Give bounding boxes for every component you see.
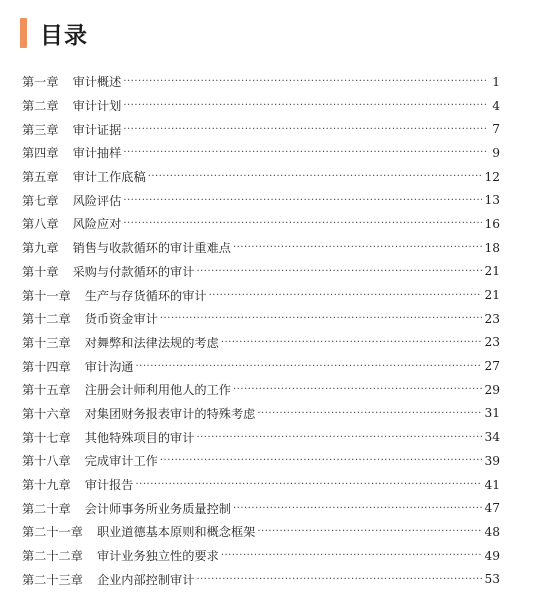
toc-chapter-number: 第十四章 <box>22 359 71 374</box>
toc-entry[interactable] <box>22 260 500 284</box>
toc-page-number: 23 <box>484 335 500 350</box>
toc-page-number: 13 <box>484 193 500 208</box>
toc-chapter-title: 审计沟通 <box>84 359 134 374</box>
toc-chapter-number: 第十章 <box>22 264 59 279</box>
toc-dot-leader <box>233 384 482 395</box>
toc-dot-leader <box>233 503 482 514</box>
toc-chapter-title: 审计证据 <box>72 122 122 137</box>
toc-chapter-title: 采购与付款循环的审计 <box>72 264 195 279</box>
toc-entry[interactable] <box>22 544 500 568</box>
toc-dot-leader <box>160 455 483 466</box>
toc-page-number: 29 <box>484 382 500 397</box>
toc-chapter-number: 第十六章 <box>22 406 71 421</box>
toc-page-number: 47 <box>484 501 500 516</box>
toc-chapter-title: 货币资金审计 <box>84 312 158 327</box>
toc-chapter-number: 第一章 <box>22 75 59 90</box>
toc-page-number: 12 <box>484 169 500 184</box>
toc-page-number: 53 <box>484 572 500 587</box>
toc-entry[interactable] <box>22 188 500 212</box>
toc-page-number: 23 <box>484 311 500 326</box>
toc-chapter-number: 第十五章 <box>22 383 71 398</box>
toc-page-number: 21 <box>484 288 500 303</box>
toc-chapter-number: 第七章 <box>22 193 59 208</box>
toc-entry[interactable] <box>22 212 500 236</box>
toc-entry[interactable] <box>22 425 500 449</box>
toc-page-number: 48 <box>484 524 500 539</box>
toc-entry[interactable] <box>22 567 500 591</box>
toc-chapter-title: 审计报告 <box>84 478 134 493</box>
toc-dot-leader <box>123 218 482 229</box>
toc-page-number: 18 <box>484 240 500 255</box>
toc-entry[interactable] <box>22 331 500 355</box>
toc-page-number: 31 <box>484 406 500 421</box>
toc-entry[interactable] <box>22 94 500 118</box>
toc-entry[interactable] <box>22 449 500 473</box>
toc-chapter-title: 审计计划 <box>72 99 122 114</box>
toc-entry[interactable] <box>22 236 500 260</box>
toc-page-number: 34 <box>484 430 500 445</box>
toc-chapter-number: 第十一章 <box>22 288 71 303</box>
toc-chapter-title: 风险评估 <box>72 193 122 208</box>
toc-chapter-title: 职业道德基本原则和概念框架 <box>96 525 256 540</box>
toc-page-number: 49 <box>484 548 500 563</box>
toc-chapter-title: 审计概述 <box>72 75 122 90</box>
toc-dot-leader <box>160 313 483 324</box>
toc-chapter-title: 其他特殊项目的审计 <box>84 430 195 445</box>
toc-chapter-number: 第五章 <box>22 170 59 185</box>
toc-entry[interactable] <box>22 354 500 378</box>
toc-page-number: 4 <box>492 98 500 113</box>
toc-dot-leader <box>123 76 486 87</box>
toc-chapter-title: 会计师事务所业务质量控制 <box>84 501 231 516</box>
toc-chapter-title: 企业内部控制审计 <box>96 572 195 587</box>
toc-page-number: 9 <box>492 145 500 160</box>
toc-chapter-number: 第二章 <box>22 99 59 114</box>
toc-dot-leader <box>123 147 486 158</box>
toc-chapter-number: 第四章 <box>22 146 59 161</box>
toc-chapter-title: 完成审计工作 <box>84 454 158 469</box>
toc-chapter-title: 对舞弊和法律法规的考虑 <box>84 335 219 350</box>
toc-chapter-number: 第二十三章 <box>22 572 83 587</box>
toc-dot-leader <box>196 432 482 443</box>
toc-dot-leader <box>123 195 482 206</box>
toc-dot-leader <box>221 550 483 561</box>
toc-dot-leader <box>257 526 482 537</box>
toc-page-number: 39 <box>484 453 500 468</box>
toc-dot-leader <box>196 574 482 585</box>
toc-dot-leader <box>257 408 482 419</box>
toc-entry[interactable] <box>22 283 500 307</box>
toc-dot-leader <box>123 124 486 135</box>
toc-chapter-number: 第二十章 <box>22 501 71 516</box>
toc-chapter-title: 对集团财务报表审计的特殊考虑 <box>84 406 256 421</box>
toc-chapter-title: 审计业务独立性的要求 <box>96 549 219 564</box>
toc-entry[interactable] <box>22 520 500 544</box>
toc-page-number: 21 <box>484 264 500 279</box>
toc-page-number: 27 <box>484 359 500 374</box>
title-accent-bar <box>20 18 27 48</box>
toc-entry[interactable] <box>22 141 500 165</box>
toc-chapter-title: 注册会计师利用他人的工作 <box>84 383 231 398</box>
toc-entry[interactable] <box>22 473 500 497</box>
toc-chapter-title: 风险应对 <box>72 217 122 232</box>
toc-page-number: 16 <box>484 216 500 231</box>
toc-chapter-number: 第十七章 <box>22 430 71 445</box>
toc-chapter-title: 生产与存货循环的审计 <box>84 288 207 303</box>
toc-page-number: 1 <box>492 74 500 89</box>
toc-chapter-number: 第十九章 <box>22 478 71 493</box>
toc-chapter-title: 审计工作底稿 <box>72 170 146 185</box>
toc-chapter-number: 第十二章 <box>22 312 71 327</box>
toc-chapter-number: 第九章 <box>22 241 59 256</box>
toc-dot-leader <box>209 290 483 301</box>
toc-dot-leader <box>196 266 482 277</box>
toc-chapter-number: 第八章 <box>22 217 59 232</box>
toc-chapter-number: 第十八章 <box>22 454 71 469</box>
toc-entry[interactable] <box>22 402 500 426</box>
toc-chapter-number: 第二十一章 <box>22 525 83 540</box>
table-of-contents <box>22 70 500 591</box>
toc-chapter-number: 第三章 <box>22 122 59 137</box>
toc-entry[interactable] <box>22 165 500 189</box>
toc-entry[interactable] <box>22 117 500 141</box>
toc-entry[interactable] <box>22 70 500 94</box>
toc-dot-leader <box>221 337 483 348</box>
toc-chapter-number: 第二十二章 <box>22 549 83 564</box>
toc-chapter-number: 第十三章 <box>22 335 71 350</box>
toc-page-number: 41 <box>484 477 500 492</box>
toc-chapter-title: 销售与收款循环的审计重难点 <box>72 241 231 256</box>
toc-chapter-title: 审计抽样 <box>72 146 122 161</box>
toc-dot-leader <box>136 479 483 490</box>
toc-entry[interactable] <box>22 378 500 402</box>
toc-dot-leader <box>233 242 482 253</box>
toc-page-number: 7 <box>492 122 500 137</box>
page-header <box>20 16 88 50</box>
toc-dot-leader <box>136 361 483 372</box>
toc-entry[interactable] <box>22 496 500 520</box>
toc-entry[interactable] <box>22 307 500 331</box>
toc-dot-leader <box>148 171 483 182</box>
toc-dot-leader <box>123 100 486 111</box>
page-title: 目录 <box>40 22 88 49</box>
